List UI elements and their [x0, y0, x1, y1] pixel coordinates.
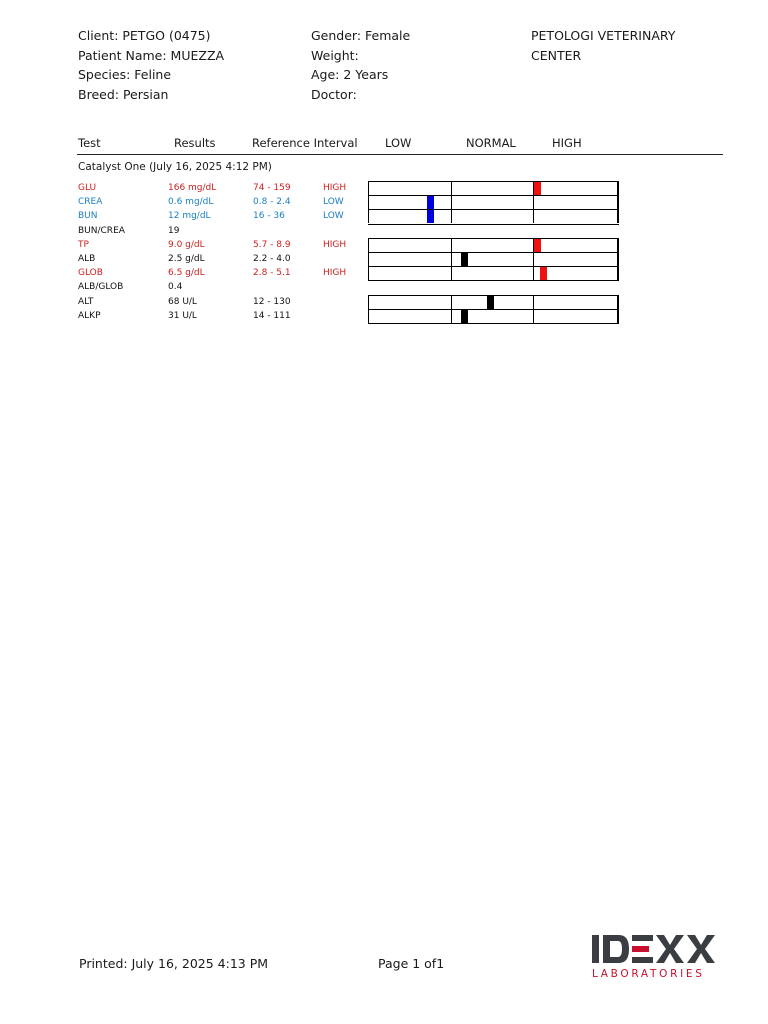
- range-gridline: [368, 181, 619, 182]
- gender-label: Gender: Female: [311, 28, 411, 43]
- range-divider: [451, 195, 452, 209]
- range-gridline: [368, 209, 619, 210]
- reference-interval: 74 - 159: [253, 183, 291, 193]
- status-flag: LOW: [323, 211, 344, 222]
- table-row: [0, 224, 768, 238]
- result-value: 0.4: [168, 282, 183, 293]
- result-marker: [461, 309, 468, 323]
- test-name: TP: [78, 239, 89, 250]
- range-gridline: [368, 295, 619, 296]
- range-bar: [368, 238, 619, 252]
- range-divider: [533, 252, 534, 266]
- range-divider: [451, 309, 452, 323]
- age-label: Age: 2 Years: [311, 67, 389, 83]
- reference-interval: 2.8 - 5.1: [253, 268, 291, 279]
- page-number: Page 1 of1: [378, 956, 445, 971]
- result-value: 68 U/L: [168, 296, 197, 307]
- test-name: ALKP: [78, 310, 101, 321]
- range-divider: [533, 209, 534, 223]
- range-bar: [368, 209, 619, 223]
- range-bar: [368, 181, 619, 195]
- header-divider: [77, 154, 723, 155]
- breed-label: Breed: Persian: [78, 86, 169, 102]
- result-value: 19: [168, 225, 180, 236]
- clinic-info: [531, 26, 675, 65]
- result-value: 0.6 mg/dL: [168, 197, 214, 208]
- range-gridline: [368, 280, 619, 281]
- column-header-test: Test: [78, 136, 101, 150]
- status-flag: HIGH: [323, 268, 347, 279]
- range-divider: [451, 295, 452, 309]
- range-divider: [451, 266, 452, 280]
- patient-name-label: Patient Name: MUEZZA: [78, 47, 225, 63]
- test-name: GLOB: [78, 268, 103, 279]
- range-divider: [533, 295, 534, 309]
- table-row: [0, 280, 768, 294]
- clinic-name-line2: CENTER: [531, 47, 582, 63]
- reference-interval: 2.2 - 4.0: [253, 254, 291, 264]
- result-marker: [487, 295, 494, 309]
- range-divider: [533, 309, 534, 323]
- result-value: 6.5 g/dL: [168, 268, 205, 279]
- reference-interval: 12 - 130: [253, 296, 291, 307]
- result-marker: [461, 252, 468, 266]
- result-value: 31 U/L: [168, 310, 197, 321]
- reference-interval: 0.8 - 2.4: [253, 197, 291, 208]
- range-gridline: [368, 309, 619, 310]
- result-value: 2.5 g/dL: [168, 254, 205, 264]
- range-bar: [368, 266, 619, 280]
- range-bar: [368, 195, 619, 209]
- test-name: BUN: [78, 211, 98, 222]
- column-header-high: HIGH: [552, 136, 582, 150]
- weight-label: Weight:: [311, 47, 359, 63]
- client-label: Client: PETGO (0475): [78, 28, 211, 43]
- test-name: BUN/CREA: [78, 225, 125, 236]
- status-flag: LOW: [323, 197, 344, 208]
- result-value: 12 mg/dL: [168, 211, 211, 222]
- clinic-name-line1: PETOLOGI VETERINARY: [531, 28, 676, 43]
- range-gridline: [368, 323, 619, 324]
- status-flag: HIGH: [323, 183, 347, 193]
- range-bar: [368, 295, 619, 309]
- range-divider: [451, 209, 452, 223]
- patient-info-middle: [311, 26, 410, 104]
- test-name: CREA: [78, 197, 103, 208]
- printed-timestamp: Printed: July 16, 2025 4:13 PM: [79, 956, 269, 971]
- column-header-reference: Reference Interval: [252, 136, 358, 150]
- result-marker: [427, 209, 434, 223]
- logo-subtitle: LABORATORIES: [592, 968, 705, 980]
- result-marker: [540, 266, 547, 280]
- patient-info-left: [78, 26, 224, 104]
- reference-interval: 14 - 111: [253, 310, 291, 321]
- range-gridline: [368, 252, 619, 253]
- range-gridline: [368, 224, 619, 225]
- range-gridline: [368, 195, 619, 196]
- range-bar: [368, 252, 619, 266]
- test-name: ALB/GLOB: [78, 282, 124, 293]
- result-marker: [427, 195, 434, 209]
- doctor-label: Doctor:: [311, 86, 357, 102]
- result-value: 9.0 g/dL: [168, 239, 205, 250]
- range-gridline: [368, 266, 619, 267]
- range-divider: [451, 181, 452, 195]
- status-flag: HIGH: [323, 239, 347, 250]
- section-title: Catalyst One (July 16, 2025 4:12 PM): [78, 161, 272, 173]
- column-header-low: LOW: [385, 136, 412, 150]
- result-marker: [534, 181, 541, 195]
- test-name: GLU: [78, 183, 97, 193]
- result-marker: [534, 238, 541, 252]
- test-name: ALB: [78, 254, 96, 264]
- result-value: 166 mg/dL: [168, 183, 217, 193]
- range-divider: [451, 252, 452, 266]
- column-header-normal: NORMAL: [466, 136, 516, 150]
- reference-interval: 5.7 - 8.9: [253, 239, 291, 250]
- range-gridline: [368, 238, 619, 239]
- range-bar: [368, 309, 619, 323]
- test-name: ALT: [78, 296, 94, 307]
- reference-interval: 16 - 36: [253, 211, 285, 222]
- idexx-logo-icon: [590, 930, 726, 980]
- species-label: Species: Feline: [78, 67, 172, 83]
- range-divider: [533, 266, 534, 280]
- range-divider: [451, 238, 452, 252]
- column-header-results: Results: [174, 136, 216, 150]
- range-divider: [533, 195, 534, 209]
